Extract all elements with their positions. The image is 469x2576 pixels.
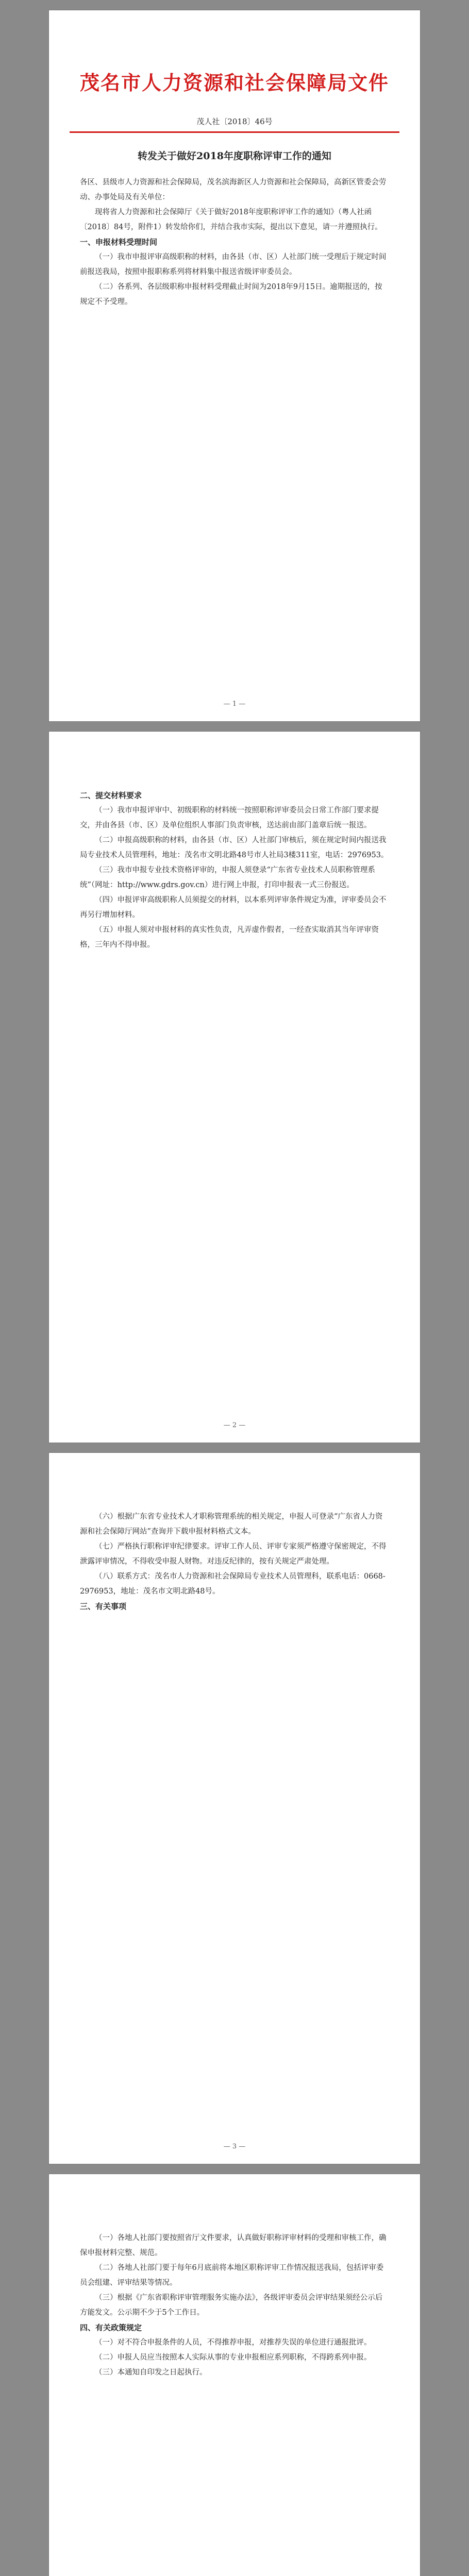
body-text: [80, 175, 389, 310]
paragraph: （三）我市申报专业技术资格评审的，申报人须登录“广东省专业技术人员职称管理系统”（网址：http://www.gdrs.gov.cn）进行网上申报，打印申报表一式三份报送。: [80, 866, 375, 889]
document-title: 转发关于做好2018年度职称评审工作的通知: [138, 150, 331, 162]
paragraph: （二）申报高级职称的材料，由各县（市、区）人社部门审核后，须在规定时间内报送我局专业技术人员管理科，地址：茂名市文明北路48号市人社局3楼311室，电话：2976953。: [80, 836, 389, 859]
paragraph: （一）对不符合申报条件的人员，不得推荐申报，对推荐失误的单位进行通报批评。: [95, 2338, 372, 2347]
section-heading: 三、有关事项: [80, 1602, 127, 1611]
paragraph: （一）我市申报评审高级职称的材料，由各县（市、区）人社部门统一受理后于规定时间前报送我局，按照申报职称系列将材料集中报送省级评审委员会。: [80, 253, 387, 276]
body-text: [80, 1510, 389, 1614]
page-number: — 2 —: [223, 1421, 246, 1429]
body-text: [80, 2231, 389, 2380]
document-number: 茂人社〔2018〕46号: [196, 117, 273, 126]
paragraph: （八）联系方式：茂名市人力资源和社会保障局专业技术人员管理科，联系电话：0668-2976953，地址：茂名市文明北路48号。: [80, 1572, 386, 1596]
document-page-3: [49, 1453, 420, 2164]
paragraph: （三）根据《广东省职称评审管理服务实施办法》，各级评审委员会评审结果须经公示后方能发文。公示期不少于5个工作日。: [80, 2294, 383, 2317]
paragraph: （三）本通知自印发之日起执行。: [95, 2368, 207, 2377]
paragraph: 各区、县级市人力资源和社会保障局，茂名滨海新区人力资源和社会保障局，高新区管委会劳动、办事处局及有关单位：: [80, 178, 387, 201]
document-page-1: [49, 10, 420, 721]
document-page-2: [49, 732, 420, 1443]
paragraph: （一）各地人社部门要按照省厅文件要求，认真做好职称评审材料的受理和审核工作，确保申报材料完整、规范。: [80, 2234, 387, 2257]
paragraph: （一）我市申报评审中、初级职称的材料统一按照职称评审委员会日常工作部门要求提交，并由各县（市、区）及单位组织人事部门负责审核，送达前由部门盖章后统一报送。: [80, 806, 379, 829]
body-text: [80, 788, 389, 953]
paragraph: （二）各地人社部门要于每年6月底前将本地区职称评审工作情况报送我局，包括评审委员会组建、评审结果等情况。: [80, 2264, 384, 2287]
page-number: — 1 —: [223, 700, 246, 708]
section-heading: 二、提交材料要求: [80, 791, 142, 800]
document-page-4: [49, 2174, 420, 2576]
section-heading: 一、申报材料受理时间: [80, 238, 158, 247]
paragraph: （二）申报人员应当按照本人实际从事的专业申报相应系列职称，不得跨系列申报。: [95, 2353, 372, 2362]
red-divider: [70, 131, 399, 133]
red-header-title: 茂名市人力资源和社会保障局文件: [80, 71, 390, 94]
section-heading: 四、有关政策规定: [80, 2323, 142, 2332]
paragraph: （五）申报人须对申报材料的真实性负责，凡弄虚作假者，一经查实取消其当年评审资格，三年内不得申报。: [80, 926, 379, 949]
page-number: — 3 —: [223, 2143, 246, 2150]
paragraph: （二）各系列、各层级职称申报材料受理截止时间为2018年9月15日。逾期报送的，按规定不予受理。: [80, 283, 382, 306]
paragraph: 现将省人力资源和社会保障厅《关于做好2018年度职称评审工作的通知》（粤人社函〔2018〕84号，附件1）转发给你们，并结合我市实际，提出以下意见，请一并遵照执行。: [80, 208, 382, 231]
paragraph: （七）严格执行职称评审纪律要求。评审工作人员、评审专家须严格遵守保密规定，不得泄露评审情况，不得收受申报人财物。对违反纪律的，按有关规定严肃处理。: [80, 1543, 387, 1566]
paragraph: （四）申报评审高级职称人员须提交的材料，以本系列评审条件规定为准，评审委员会不再另行增加材料。: [80, 896, 387, 919]
paragraph: （六）根据广东省专业技术人才职称管理系统的相关规定，申报人可登录“广东省人力资源和社会保障厅网站”查询并下载申报材料格式文本。: [80, 1513, 383, 1536]
